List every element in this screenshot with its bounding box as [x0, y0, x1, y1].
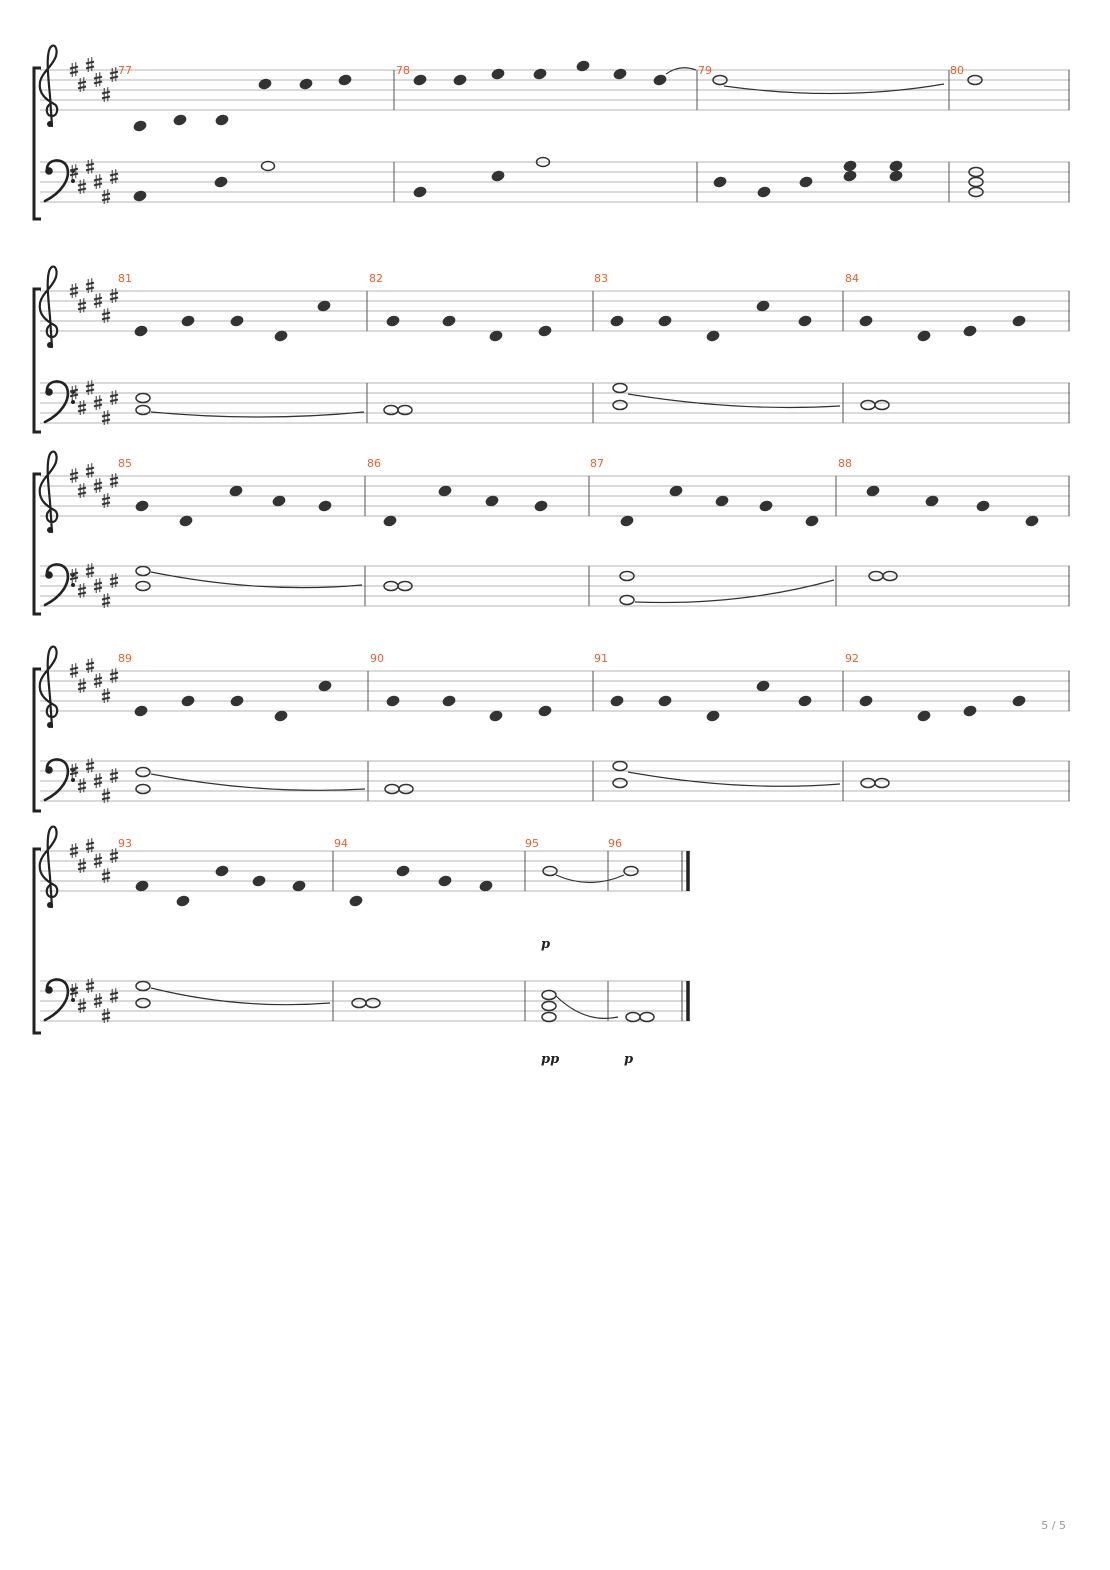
treble-clef-icon — [40, 452, 57, 533]
treble-clef-icon — [40, 827, 57, 908]
notes-system-3 — [135, 485, 1039, 605]
bass-clef-icon — [45, 564, 75, 605]
system-4 — [34, 647, 1070, 811]
measure-number: 77 — [118, 64, 132, 77]
notes-system-5 — [135, 865, 654, 1022]
bass-clef-icon — [45, 759, 75, 800]
treble-staff — [40, 476, 1070, 516]
system-bracket — [34, 849, 41, 1033]
dynamic-marking: p — [624, 1052, 634, 1067]
system-2 — [34, 267, 1070, 432]
measure-number: 87 — [590, 457, 604, 470]
bass-clef-icon — [45, 979, 75, 1020]
dynamic-marking: pp — [541, 1052, 560, 1067]
measure-number: 91 — [594, 652, 608, 665]
measure-number: 85 — [118, 457, 132, 470]
bass-clef-icon — [45, 160, 75, 201]
notes-system-4 — [134, 680, 1026, 794]
measure-number: 83 — [594, 272, 608, 285]
final-barline — [682, 851, 688, 1021]
bass-staff — [40, 566, 1070, 606]
treble-staff — [40, 671, 1070, 711]
measure-number: 81 — [118, 272, 132, 285]
page-number: 5 / 5 — [1041, 1519, 1066, 1532]
measure-number: 79 — [698, 64, 712, 77]
measure-number: 92 — [845, 652, 859, 665]
measure-number: 90 — [370, 652, 384, 665]
dynamic-marking: p — [541, 937, 551, 952]
treble-clef-icon — [40, 647, 57, 728]
measure-number: 86 — [367, 457, 381, 470]
system-5 — [34, 827, 690, 1067]
measure-number: 96 — [608, 837, 622, 850]
measure-number: 94 — [334, 837, 348, 850]
treble-clef-icon — [40, 267, 57, 348]
measure-number: 78 — [396, 64, 410, 77]
measure-number: 89 — [118, 652, 132, 665]
measure-number: 93 — [118, 837, 132, 850]
measure-number: 82 — [369, 272, 383, 285]
system-3 — [34, 452, 1070, 614]
measure-number: 84 — [845, 272, 859, 285]
measure-number: 88 — [838, 457, 852, 470]
treble-staff — [40, 291, 1070, 331]
bass-clef-icon — [45, 381, 75, 422]
treble-staff — [40, 70, 1070, 110]
bass-staff — [40, 162, 1070, 202]
notes-system-2 — [134, 300, 1026, 417]
notes-system-1 — [133, 60, 983, 203]
bass-staff — [40, 383, 1070, 423]
system-1 — [34, 46, 1070, 219]
measure-number: 95 — [525, 837, 539, 850]
measure-number: 80 — [950, 64, 964, 77]
treble-clef-icon — [40, 46, 57, 127]
